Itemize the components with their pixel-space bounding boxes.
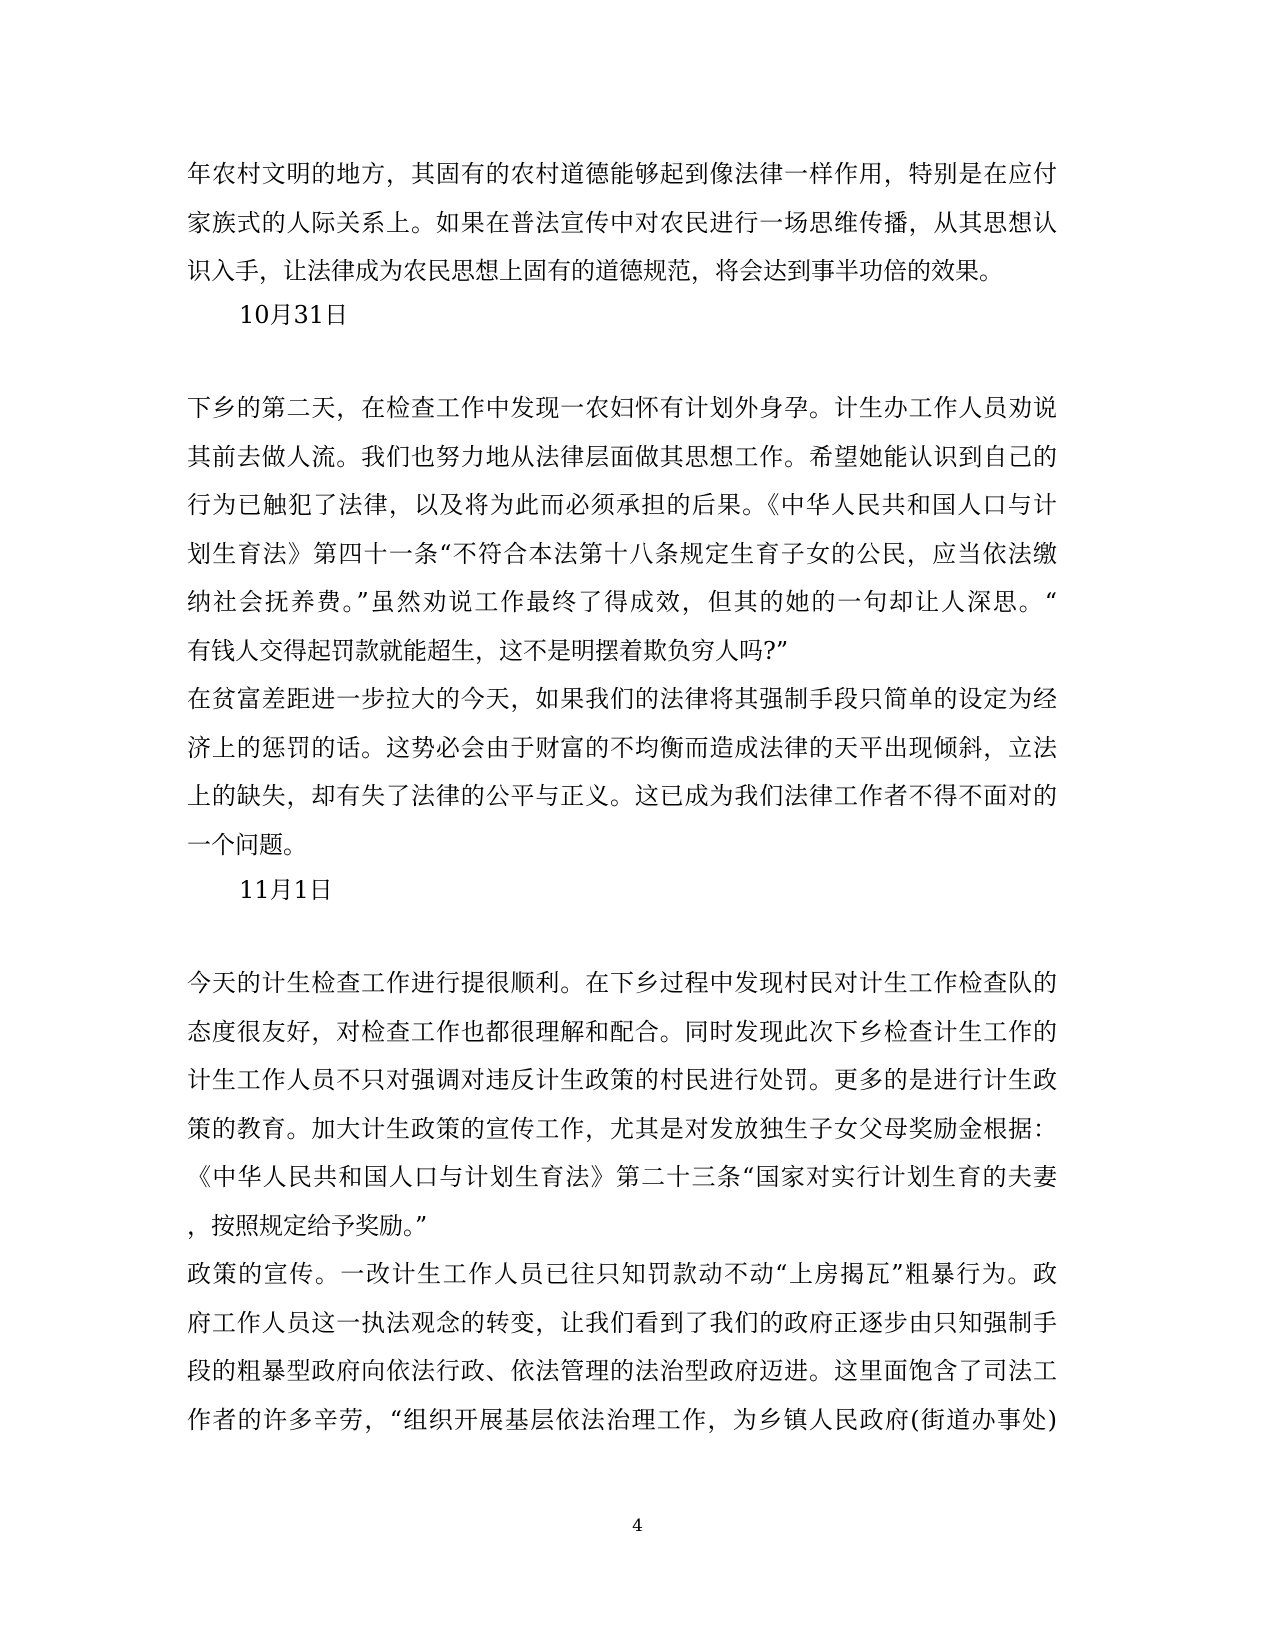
text-line: 上的缺失，却有失了法律的公平与正义。这已成为我们法律工作者不得不面对的 xyxy=(187,782,1057,810)
text-line: 识入手，让法律成为农民思想上固有的道德规范，将会达到事半功倍的效果。 xyxy=(187,257,1003,285)
text-line: 政策的宣传。一改计生工作人员已往只知罚款动不动“上房揭瓦”粗暴行为。政 xyxy=(187,1260,1057,1288)
diary-date-heading: 10月31日 xyxy=(239,301,349,329)
page-number: 4 xyxy=(632,1516,643,1536)
text-line: 家族式的人际关系上。如果在普法宣传中对农民进行一场思维传播，从其思想认 xyxy=(187,208,1057,237)
paragraph-wealth-gap xyxy=(187,675,1057,869)
text-line: 纳社会抚养费。”虽然劝说工作最终了得成效，但其的她的一句却让人深思。“ xyxy=(187,588,1057,616)
text-line: 府工作人员这一执法观念的转变，让我们看到了我们的政府正逐步由只知强制手 xyxy=(187,1308,1057,1337)
text-line: 作者的许多辛劳，“组织开展基层依法治理工作，为乡镇人民政府(街道办事处) xyxy=(187,1405,1057,1434)
text-line: 一个问题。 xyxy=(187,830,307,859)
text-line: ，按照规定给予奖励。” xyxy=(187,1211,428,1240)
text-line: 划生育法》第四十一条“不符合本法第十八条规定生育子女的公民，应当依法缴 xyxy=(187,539,1057,568)
paragraph-rural-morality xyxy=(187,150,1057,296)
text-line: 策的教育。加大计生政策的宣传工作，尤其是对发放独生子女父母奖励金根据： xyxy=(187,1114,1057,1143)
diary-date-heading: 11月1日 xyxy=(239,876,333,904)
text-line: 段的粗暴型政府向依法行政、依法管理的法治型政府迈进。这里面饱含了司法工 xyxy=(187,1357,1057,1385)
text-line: 其前去做人流。我们也努力地从法律层面做其思想工作。希望她能认识到自己的 xyxy=(187,442,1057,471)
text-line: 济上的惩罚的话。这势必会由于财富的不均衡而造成法律的天平出现倾斜，立法 xyxy=(187,733,1057,762)
text-line: 下乡的第二天，在检查工作中发现一农妇怀有计划外身孕。计生办工作人员劝说 xyxy=(187,394,1057,422)
paragraph-inspection-work xyxy=(187,959,1057,1250)
text-line: 《中华人民共和国人口与计划生育法》第二十三条“国家对实行计划生育的夫妻 xyxy=(187,1163,1057,1191)
text-line: 计生工作人员不只对强调对违反计生政策的村民进行处罚。更多的是进行计生政 xyxy=(187,1066,1057,1094)
paragraph-policy-publicity xyxy=(187,1250,1057,1444)
text-line: 在贫富差距进一步拉大的今天，如果我们的法律将其强制手段只简单的设定为经 xyxy=(187,685,1057,713)
text-line: 年农村文明的地方，其固有的农村道德能够起到像法律一样作用，特别是在应付 xyxy=(187,160,1057,188)
paragraph-second-day xyxy=(187,384,1057,675)
text-line: 态度很友好，对检查工作也都很理解和配合。同时发现此次下乡检查计生工作的 xyxy=(187,1017,1057,1046)
text-line: 今天的计生检查工作进行提很顺利。在下乡过程中发现村民对计生工作检查队的 xyxy=(187,969,1057,997)
text-line: 有钱人交得起罚款就能超生，这不是明摆着欺负穷人吗?” xyxy=(187,636,789,665)
text-line: 行为已触犯了法律，以及将为此而必须承担的后果。《中华人民共和国人口与计 xyxy=(187,491,1057,519)
